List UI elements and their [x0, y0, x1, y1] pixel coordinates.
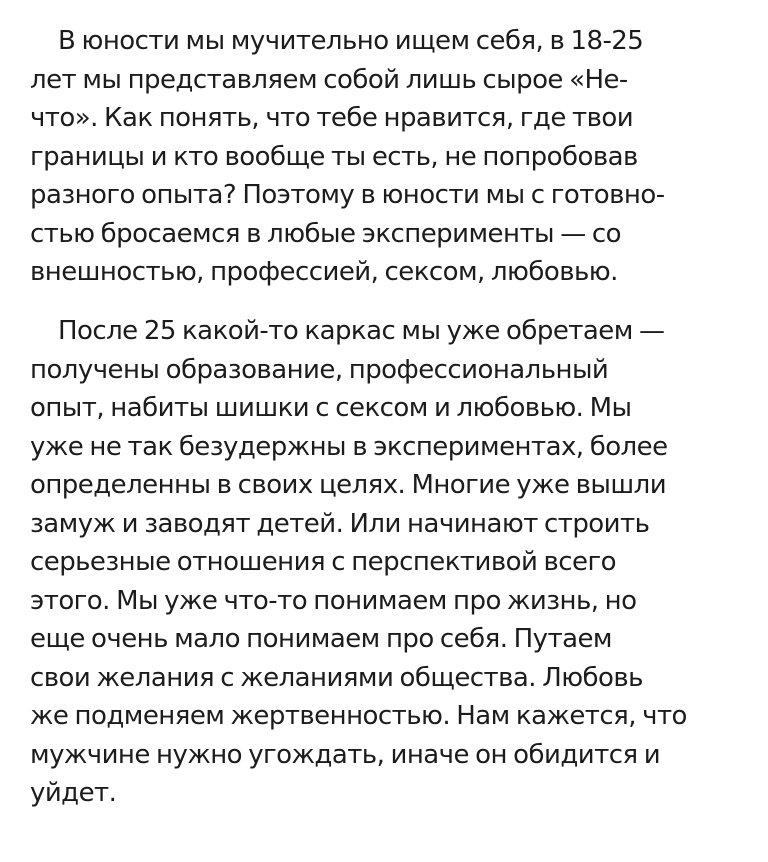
text-line: еще очень мало понимаем про себя. Путаем [30, 624, 612, 654]
text-line: серьезные отношения с перспективой всего [30, 547, 616, 577]
text-line: уйдет. [30, 778, 117, 808]
paragraph-1 [30, 22, 750, 292]
text-line: границы и кто вообще ты есть, не попробовав [30, 141, 638, 172]
text-line: определенны в своих целях. Многие уже вышли [30, 470, 667, 500]
text-line: После 25 какой-то каркас мы уже обретаем — [58, 316, 665, 346]
text-line: этого. Мы уже что-то понимаем про жизнь, но [30, 585, 637, 616]
text-line: стью бросаемся в любые эксперименты — со [30, 218, 621, 249]
text-line: разного опыта? Поэтому в юности мы с готовно- [30, 180, 665, 210]
text-line: внешностью, профессией, сексом, любовью. [30, 257, 618, 287]
text-line: уже не так безудержны в экспериментах, более [30, 431, 668, 462]
text-line: же подменяем жертвенностью. Нам кажется, что [30, 701, 687, 731]
text-line: мужчине нужно угождать, иначе он обидится и [30, 739, 661, 770]
text-line: свои желания с желаниями общества. Любовь [30, 662, 643, 693]
text-line: получены образование, профессиональный [30, 354, 609, 385]
text-line: опыт, набиты шишки с сексом и любовью. Мы [30, 393, 632, 423]
document-body [30, 22, 750, 808]
text-line: В юности мы мучительно ищем себя, в 18-25 [58, 26, 644, 56]
text-line: замуж и заводят детей. Или начинают строить [30, 508, 650, 539]
text-line: лет мы представляем собой лишь сырое «Не- [30, 64, 628, 95]
text-line: что». Как понять, что тебе нравится, где твои [30, 103, 634, 133]
paragraph-2 [30, 312, 687, 813]
